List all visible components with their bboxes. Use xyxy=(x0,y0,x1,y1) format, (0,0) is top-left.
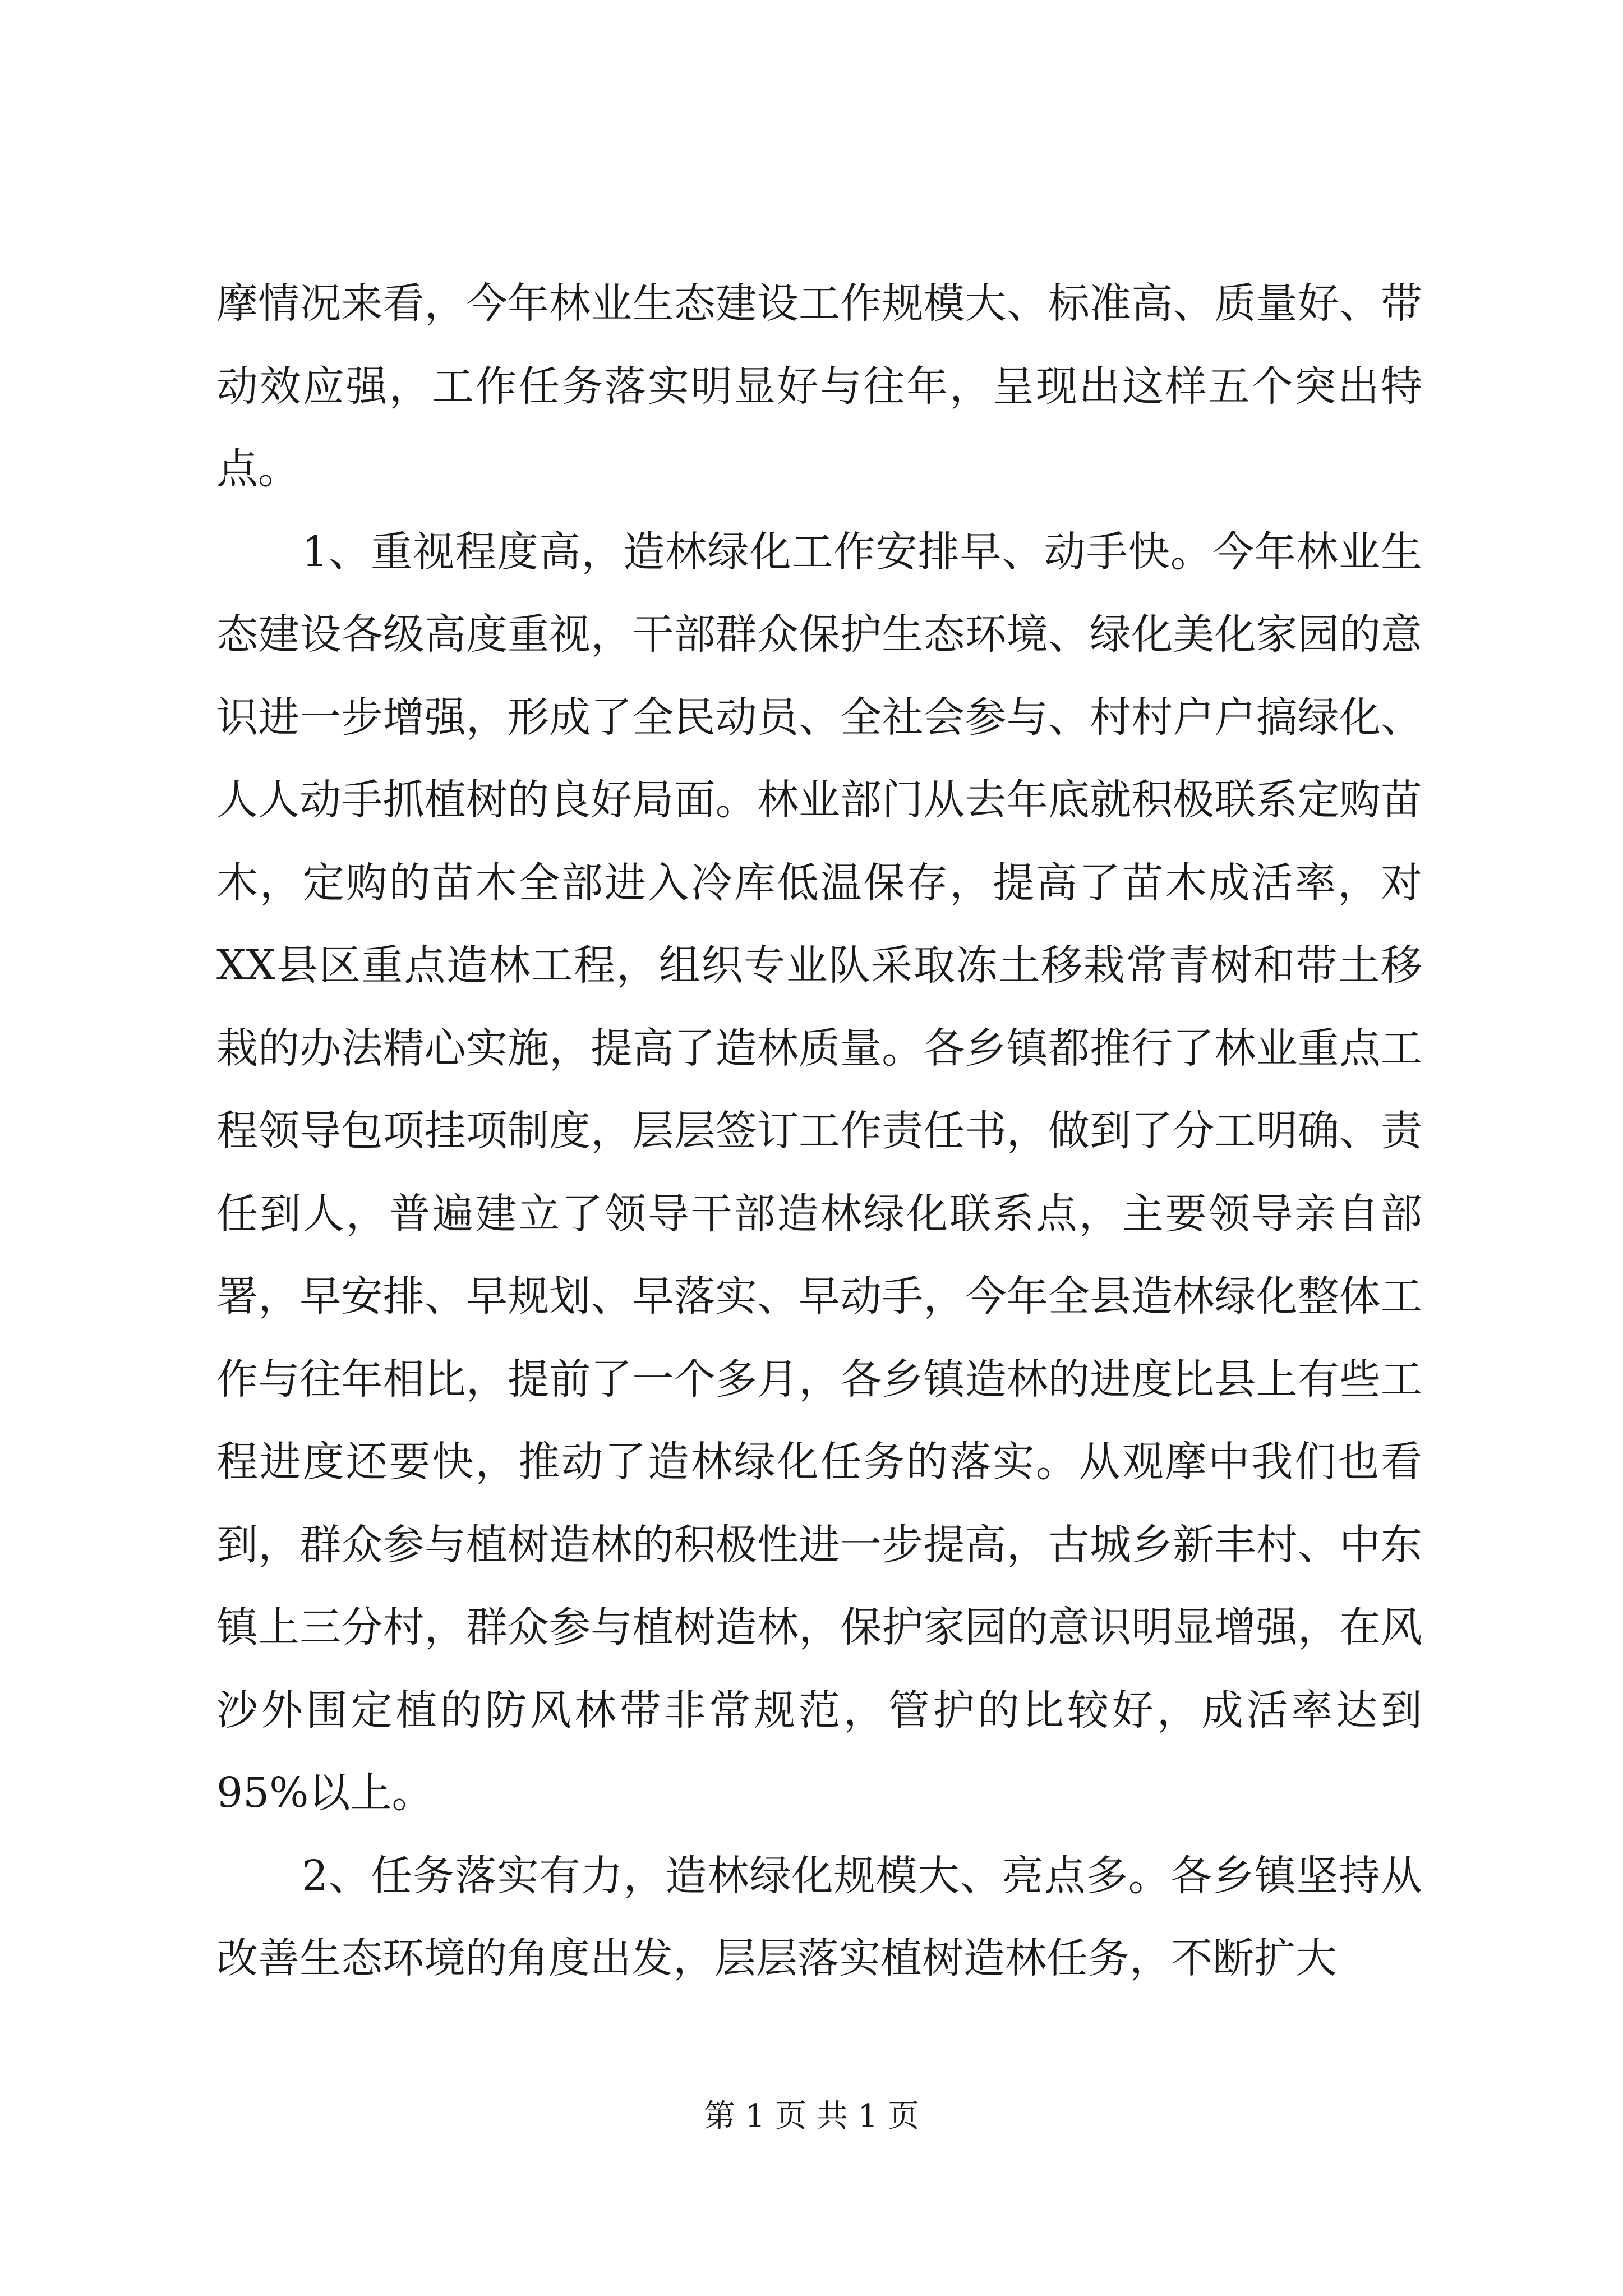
document-body xyxy=(216,263,1422,2000)
paragraph-point-1: 1、重视程度高，造林绿化工作安排早、动手快。今年林业生态建设各级高度重视，干部群众保护生态环境、绿化美化家园的意识进一步增强，形成了全民动员、全社会参与、村村户户搞绿化、人人动手抓植树的良好局面。林业部门从去年底就积极联系定购苗木，定购的苗木全部进入冷库低温保存，提高了苗木成活率，对XX县区重点造林工程，组织专业队采取冻土移栽常青树和带土移栽的办法精心实施，提高了造林质量。各乡镇都推行了林业重点工程领导包项挂项制度，层层签订工作责任书，做到了分工明确、责任到人，普遍建立了领导干部造林绿化联系点，主要领导亲自部署，早安排、早规划、早落实、早动手，今年全县造林绿化整体工作与往年相比，提前了一个多月，各乡镇造林的进度比县上有些工程进度还要快，推动了造林绿化任务的落实。从观摩中我们也看到，群众参与植树造林的积极性进一步提高，古城乡新丰村、中东镇上三分村，群众参与植树造林，保护家园的意识明显增强，在风沙外围定植的防风林带非常规范，管护的比较好，成活率达到95%以上。 xyxy=(216,527,1422,1817)
paragraph-point-2: 2、任务落实有力，造林绿化规模大、亮点多。各乡镇坚持从改善生态环境的角度出发，层层落实植树造林任务，不断扩大 xyxy=(216,1851,1422,1982)
paragraph-continued: 摩情况来看，今年林业生态建设工作规模大、标准高、质量好、带动效应强，工作任务落实明显好与往年，呈现出这样五个突出特点。 xyxy=(216,279,1422,493)
page-number-footer: 第 1 页 共 1 页 xyxy=(703,2098,920,2134)
